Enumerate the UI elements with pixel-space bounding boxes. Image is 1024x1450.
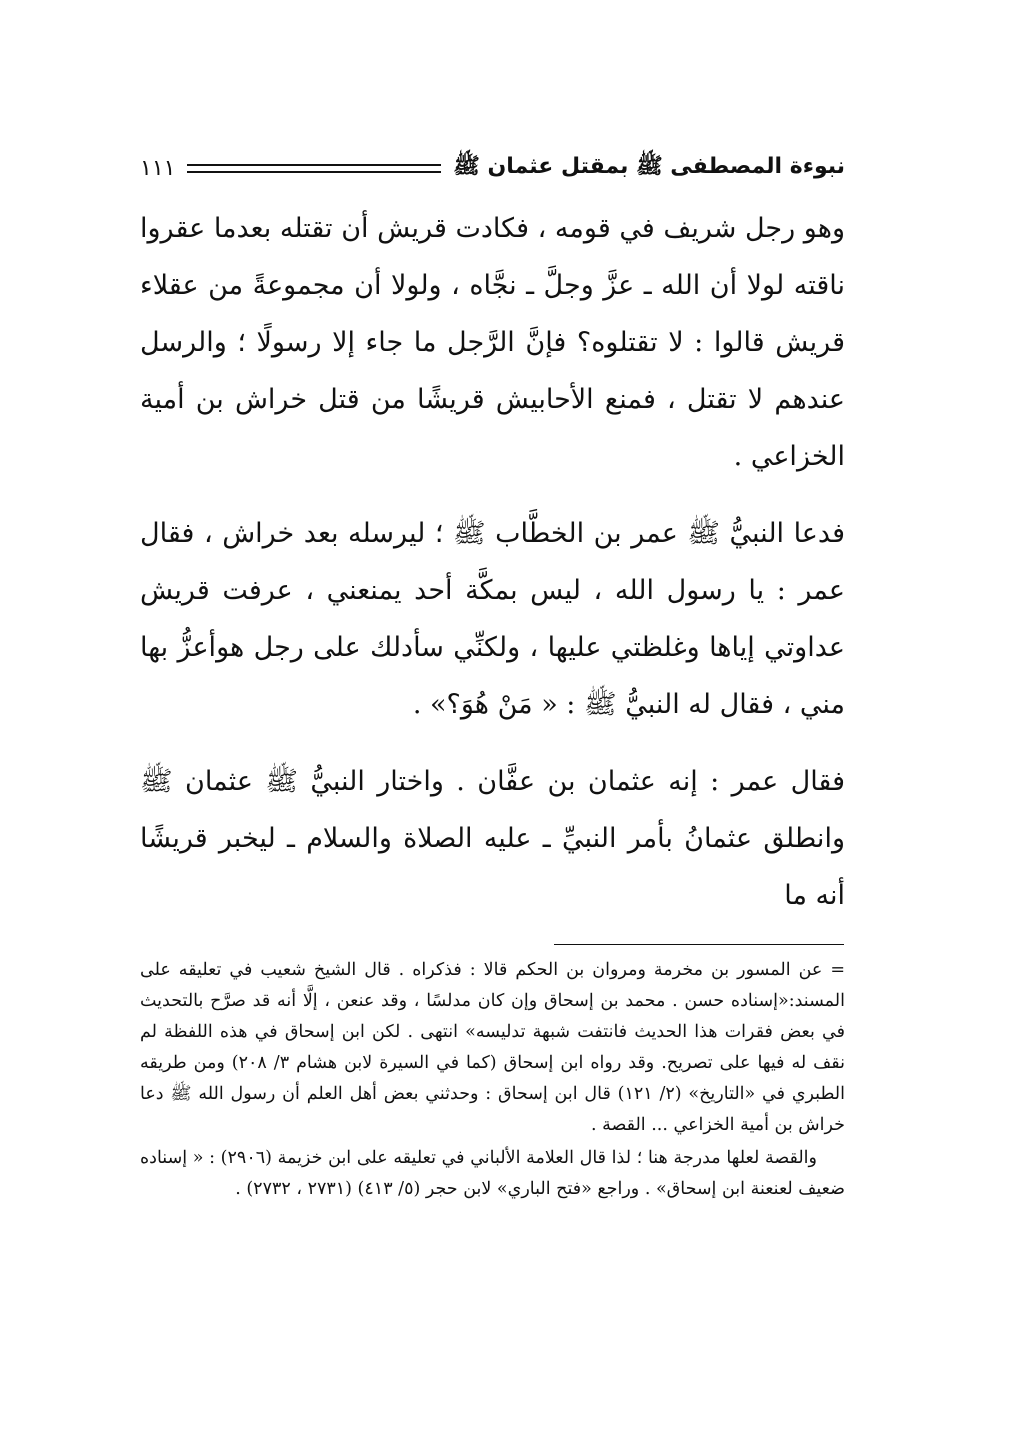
paragraph: وهو رجل شريف في قومه ، فكادت قريش أن تقتله بعدما عقروا ناقته لولا أن الله ـ عزَّ وجلَّ ـ نجَّاه ، ولولا أن مجموعةً من عقلاء قريش قالوا : لا تقتلوه؟ فإنَّ الرَّجل ما جاء إلا رسولًا ؛ والرسل عندهم لا تقتل ، فمنع الأحابيش قريشًا من قتل خراش بن أمية الخزاعي . (140, 213, 845, 472)
footnote-paragraph: والقصة لعلها مدرجة هنا ؛ لذا قال العلامة الألباني في تعليقه على ابن خزيمة (٢٩٠٦) : « إسناده ضعيف لعنعنة ابن إسحاق» . وراجع «فتح الباري» لابن حجر (٥/ ٤١٣) (٢٧٣١ ، ٢٧٣٢) . (140, 1148, 845, 1199)
page-number: ١١١ (140, 155, 176, 181)
footnote-paragraph (140, 955, 845, 1141)
footnote-separator (554, 944, 844, 945)
header-title: نبوءة المصطفى ﷺ بمقتل عثمان ﷺ (453, 154, 845, 179)
header-double-rule (187, 164, 441, 173)
paragraph: فدعا النبيُّ ﷺ عمر بن الخطَّاب ﷺ ؛ ليرسله بعد خراش ، فقال عمر : يا رسول الله ، ليس بمكَّة أحد يمنعني ، عرفت قريش عداوتي إياها وغلظتي عليها ، ولكنِّي سأدلك على رجل هوأعزُّ بها مني ، فقال له النبيُّ ﷺ : « مَنْ هُوَ؟» . (140, 518, 845, 720)
running-header (140, 148, 845, 188)
footnote-text: عن المسور بن مخرمة ومروان بن الحكم قالا : فذكراه . قال الشيخ شعيب في تعليقه على المسند:«إسناده حسن . محمد بن إسحاق وإن كان مدلسًا ، وقد عنعن ، إلَّا أنه قد صرَّح بالتحديث في بعض فقرات هذا الحديث فانتفت شبهة تدليسه» انتهى . لكن ابن إسحاق في هذه اللفظة لم نقف له فيها على تصريح. وقد رواه ابن إسحاق (كما في السيرة لابن هشام ٣/ ٢٠٨) ومن طريقه الطبري في «التاريخ» (٢/ ١٢١) قال ابن إسحاق : وحدثني بعض أهل العلم أن رسول الله ﷺ دعا خراش بن أمية الخزاعي ... القصة . (140, 960, 846, 1135)
main-text (140, 200, 845, 944)
paragraph: فقال عمر : إنه عثمان بن عفَّان . واختار النبيُّ ﷺ عثمان ﷺ وانطلق عثمانُ بأمر النبيِّ ـ عليه الصلاة والسلام ـ ليخبر قريشًا أنه ما (140, 766, 845, 911)
footnote-continuation-marker: = (830, 960, 845, 980)
footnotes (140, 955, 845, 1205)
